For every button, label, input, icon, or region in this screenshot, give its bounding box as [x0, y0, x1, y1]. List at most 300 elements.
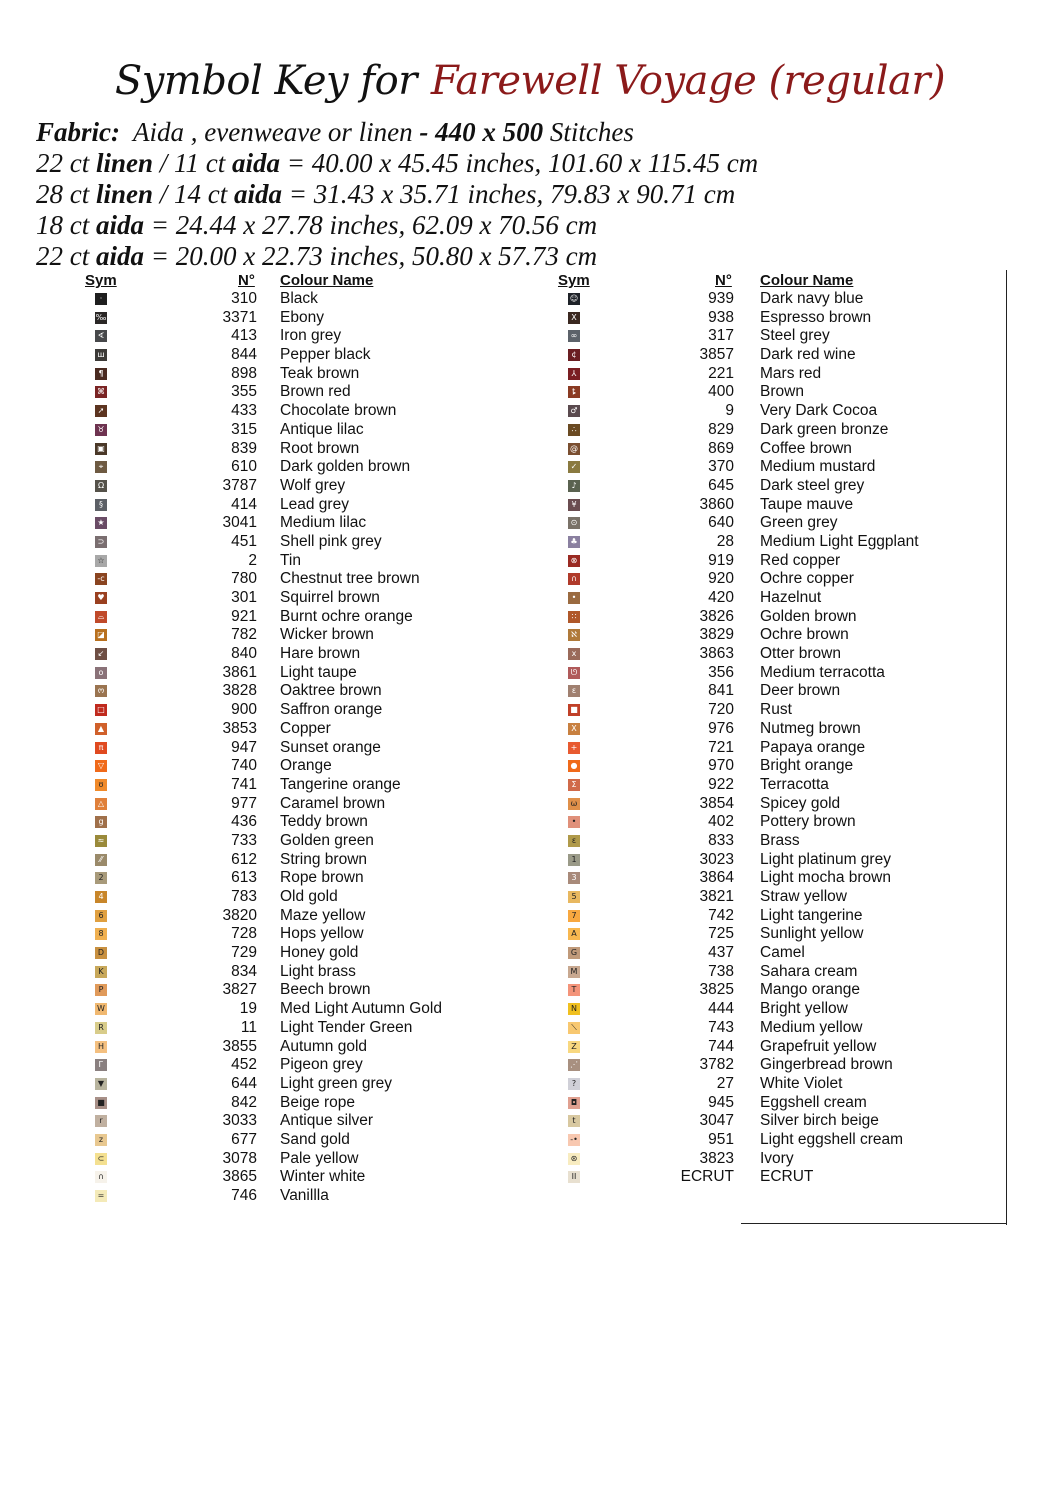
- dmc-number: 414: [231, 495, 257, 513]
- colour-name: Pottery brown: [760, 813, 856, 831]
- stitch-symbol-icon: ■: [568, 704, 580, 716]
- stitch-symbol-icon: Ω: [95, 480, 107, 492]
- dmc-number: 3865: [222, 1168, 257, 1186]
- colour-name: Dark golden brown: [280, 458, 411, 476]
- dmc-number: 3855: [222, 1037, 257, 1055]
- dmc-number: 3864: [699, 869, 734, 887]
- dmc-number: 644: [231, 1074, 257, 1092]
- stitch-symbol-icon: II: [568, 1171, 580, 1183]
- colour-name: Camel: [760, 944, 805, 962]
- dmc-number: 413: [231, 327, 257, 345]
- stitch-symbol-icon: H: [95, 1041, 107, 1053]
- stitch-symbol-icon: ➚: [95, 405, 107, 417]
- dmc-number: 19: [239, 1000, 257, 1018]
- colour-name: Teak brown: [280, 364, 360, 382]
- dmc-number: 744: [708, 1037, 734, 1055]
- colour-name: Iron grey: [280, 327, 342, 345]
- colour-name: Ochre copper: [760, 570, 854, 588]
- dmc-number: 840: [231, 645, 257, 663]
- stitch-symbol-icon: ⌘: [97, 387, 105, 397]
- colour-name: Light green grey: [280, 1074, 393, 1092]
- stitch-symbol-icon: W: [95, 1003, 107, 1015]
- stitch-symbol-icon: ⊂: [95, 1153, 107, 1165]
- fabric-line: [36, 117, 634, 148]
- colour-name: Deer brown: [760, 682, 841, 700]
- stitch-symbol-icon: G: [568, 947, 580, 959]
- stitch-symbol-icon: △: [95, 798, 107, 810]
- colour-name: Root brown: [280, 439, 360, 457]
- stitch-symbol-icon: ∴: [568, 424, 580, 436]
- colour-name: Oaktree brown: [280, 682, 382, 700]
- colour-name: Bright yellow: [760, 1000, 848, 1018]
- dmc-number: 834: [231, 962, 257, 980]
- stitch-symbol-icon: ⌓: [95, 611, 107, 623]
- stitch-symbol-icon: Z: [568, 1041, 580, 1053]
- colour-name-header: Colour Name: [280, 272, 374, 289]
- dmc-number: 728: [231, 925, 257, 943]
- dmc-number: 28: [716, 532, 734, 550]
- stitch-symbol-icon: ♣: [568, 536, 580, 548]
- dmc-number: 310: [231, 290, 257, 307]
- stitch-symbol-icon: ●: [568, 760, 580, 772]
- size-fabric: aida: [96, 241, 145, 271]
- size-dimensions: = 24.44 x 27.78 inches, 62.09 x 70.56 cm: [144, 210, 598, 240]
- dmc-number: 437: [708, 944, 734, 962]
- colour-name: Medium terracotta: [760, 663, 885, 681]
- stitch-symbol-icon: §: [95, 499, 107, 511]
- stitch-symbol-icon: o: [95, 667, 107, 679]
- dmc-number: 3371: [222, 308, 257, 326]
- size-dimensions: = 20.00 x 22.73 inches, 50.80 x 57.73 cm: [144, 241, 598, 271]
- dmc-number: 27: [716, 1074, 734, 1092]
- stitch-symbol-icon: 7: [568, 910, 580, 922]
- colour-name: Straw yellow: [760, 888, 847, 905]
- colour-name: Otter brown: [760, 645, 841, 663]
- stitch-symbol-icon: ▽: [95, 760, 107, 772]
- number-header: N°: [238, 272, 255, 289]
- colour-name: Pepper black: [280, 346, 371, 364]
- stitch-symbol-icon: X: [568, 312, 580, 324]
- size-dimensions: = 31.43 x 35.71 inches, 79.83 x 90.71 cm: [282, 179, 736, 209]
- colour-name: Copper: [280, 719, 331, 737]
- dmc-number: 783: [231, 888, 257, 905]
- stitch-symbol-icon: ∢: [95, 330, 107, 342]
- dmc-number: 221: [708, 364, 734, 382]
- dmc-number: 780: [231, 570, 257, 588]
- colour-name: Spicey gold: [760, 794, 841, 812]
- dmc-number: 898: [231, 364, 257, 382]
- colour-name: Papaya orange: [760, 738, 866, 756]
- stitch-symbol-icon: ≈: [95, 835, 107, 847]
- stitch-symbol-icon: x: [568, 648, 580, 660]
- dmc-number: 829: [708, 420, 734, 438]
- colour-name: Sunlight yellow: [760, 925, 864, 943]
- colour-name: Sunset orange: [280, 738, 381, 756]
- size-line: [36, 210, 597, 241]
- stitch-symbol-icon: 1: [568, 854, 580, 866]
- colour-name: Autumn gold: [280, 1037, 368, 1055]
- dmc-number: 640: [708, 514, 734, 532]
- dmc-number: 3047: [699, 1112, 734, 1130]
- dmc-number: 921: [231, 607, 257, 625]
- dmc-number: 3041: [222, 514, 257, 532]
- stitch-symbol-icon: Σ: [568, 779, 580, 791]
- colour-name: Light brass: [280, 962, 356, 980]
- dmc-number: 841: [708, 682, 734, 700]
- stitch-symbol-icon: ¢: [568, 349, 580, 361]
- stitch-symbol-icon: •: [568, 816, 580, 828]
- dmc-number: 945: [708, 1093, 734, 1111]
- dmc-number: 3829: [699, 626, 734, 644]
- sym-header: Sym: [85, 272, 117, 289]
- dmc-number: 451: [231, 532, 257, 550]
- dmc-number: 742: [708, 906, 734, 924]
- stitch-symbol-icon: ·: [95, 293, 107, 305]
- size-fabric: linen: [96, 179, 154, 209]
- dmc-number: 3857: [699, 346, 734, 364]
- colour-name: Rope brown: [280, 869, 364, 887]
- stitch-symbol-icon: ☆: [95, 555, 107, 567]
- dmc-number: 355: [231, 383, 257, 401]
- dmc-number: 740: [231, 757, 257, 775]
- colour-name: Wicker brown: [280, 626, 374, 644]
- stitch-symbol-icon: T: [568, 984, 580, 996]
- number-header: N°: [715, 272, 732, 289]
- dmc-number: 970: [708, 757, 734, 775]
- stitch-symbol-icon: D: [95, 947, 107, 959]
- stitch-symbol-icon: ω: [568, 798, 580, 810]
- dmc-number: 3023: [699, 850, 734, 868]
- stitch-count: 440 x 500: [435, 117, 544, 147]
- dmc-number: 315: [231, 420, 257, 438]
- colour-name: Vanillla: [280, 1187, 329, 1204]
- colour-name: Winter white: [280, 1168, 366, 1186]
- colour-name: Tin: [280, 551, 301, 569]
- stitch-symbol-icon: ო: [95, 685, 107, 697]
- colour-name: Wolf grey: [280, 476, 346, 494]
- colour-name: Taupe mauve: [760, 495, 854, 513]
- colour-name: Golden brown: [760, 607, 857, 625]
- colour-name: Light mocha brown: [760, 869, 891, 887]
- colour-name: Gingerbread brown: [760, 1056, 893, 1074]
- stitch-symbol-icon: ∩: [95, 1171, 107, 1183]
- stitch-symbol-icon: @: [570, 443, 578, 453]
- stitch-symbol-icon: ‰: [95, 312, 107, 322]
- colour-name: Dark navy blue: [760, 290, 864, 307]
- stitch-symbol-icon: P: [95, 984, 107, 996]
- stitch-symbol-icon: ш: [95, 349, 107, 361]
- size-line: [36, 179, 735, 210]
- dmc-number: 370: [708, 458, 734, 476]
- stitch-symbol-icon: ⊗: [568, 555, 580, 567]
- stitch-symbol-icon: r: [95, 1115, 107, 1127]
- dmc-number: 677: [231, 1130, 257, 1148]
- dmc-number: 725: [708, 925, 734, 943]
- stitch-symbol-icon: 4: [95, 891, 107, 903]
- document-title: [0, 58, 1060, 104]
- stitch-symbol-icon: +: [568, 742, 580, 754]
- stitch-symbol-icon: ⅄: [568, 368, 580, 380]
- colour-name: Grapefruit yellow: [760, 1037, 877, 1055]
- dmc-number: 356: [708, 663, 734, 681]
- colour-name: Medium mustard: [760, 458, 876, 476]
- dmc-number: 3828: [222, 682, 257, 700]
- stitch-suffix: Stitches: [543, 117, 634, 147]
- colour-name: White Violet: [760, 1074, 843, 1092]
- colour-name: Mango orange: [760, 981, 860, 999]
- colour-name: Steel grey: [760, 327, 830, 345]
- colour-name: Ivory: [760, 1149, 794, 1167]
- size-count: 18 ct: [36, 210, 96, 240]
- fabric-dash: -: [412, 117, 436, 147]
- stitch-symbol-icon: ¶: [95, 368, 107, 380]
- stitch-symbol-icon: ⊃: [95, 536, 107, 548]
- colour-name: Dark steel grey: [760, 476, 865, 494]
- dmc-number: 452: [231, 1056, 257, 1074]
- dmc-number: 3821: [699, 888, 734, 905]
- colour-name: ECRUT: [760, 1168, 814, 1186]
- stitch-symbol-icon: Г: [95, 1059, 107, 1071]
- stitch-symbol-icon: ⊙: [568, 517, 580, 529]
- table-border-right: [1006, 270, 1007, 1225]
- colour-name: Golden green: [280, 831, 374, 849]
- dmc-number: 3820: [222, 906, 257, 924]
- dmc-number: 400: [708, 383, 734, 401]
- stitch-symbol-icon: =: [95, 1190, 107, 1202]
- stitch-symbol-icon: ▲: [95, 723, 107, 735]
- stitch-symbol-icon: ⁄⁄: [95, 854, 107, 866]
- colour-name: Squirrel brown: [280, 589, 380, 606]
- stitch-symbol-icon: ◪: [95, 629, 107, 641]
- colour-name: String brown: [280, 850, 368, 868]
- stitch-symbol-icon: ∩: [568, 573, 580, 585]
- dmc-number: 743: [708, 1018, 734, 1036]
- size-fabric-2: aida: [232, 148, 281, 178]
- stitch-symbol-icon: ☺: [569, 294, 579, 303]
- dmc-number: 613: [231, 869, 257, 887]
- colour-name: Hazelnut: [760, 589, 822, 606]
- stitch-symbol-icon: g: [95, 816, 107, 828]
- stitch-symbol-icon: ↙: [95, 648, 107, 660]
- size-fabric: aida: [96, 210, 145, 240]
- size-fabric-2: aida: [234, 179, 283, 209]
- colour-name: Pigeon grey: [280, 1056, 363, 1074]
- stitch-symbol-icon: M: [568, 966, 580, 978]
- size-count: 22 ct: [36, 148, 96, 178]
- dmc-number: 3827: [222, 981, 257, 999]
- stitch-symbol-icon: π: [95, 742, 107, 754]
- dmc-number: 9: [725, 402, 734, 420]
- colour-name: Rust: [760, 701, 792, 719]
- stitch-symbol-icon: K: [95, 966, 107, 978]
- stitch-symbol-icon: ȶ: [568, 386, 580, 398]
- stitch-symbol-icon: t: [568, 1115, 580, 1127]
- dmc-number: 947: [231, 738, 257, 756]
- stitch-symbol-icon: ✓: [568, 461, 580, 473]
- stitch-symbol-icon: ▼: [95, 1078, 107, 1090]
- dmc-number: 444: [708, 1000, 734, 1018]
- colour-name: Hare brown: [280, 645, 361, 663]
- stitch-symbol-icon: ⟍: [568, 1022, 580, 1034]
- dmc-number: 420: [708, 589, 734, 606]
- colour-name: Silver birch beige: [760, 1112, 879, 1130]
- colour-name: Brown red: [280, 383, 351, 401]
- stitch-symbol-icon: ▣: [95, 443, 107, 455]
- colour-name: Med Light Autumn Gold: [280, 1000, 442, 1018]
- dmc-number: 3787: [222, 476, 257, 494]
- colour-name: Ebony: [280, 308, 324, 326]
- colour-name: Shell pink grey: [280, 532, 382, 550]
- dmc-number: 3823: [699, 1149, 734, 1167]
- dmc-number: 3033: [222, 1112, 257, 1130]
- stitch-symbol-icon: 2: [95, 872, 107, 884]
- stitch-symbol-icon: N: [568, 1003, 580, 1015]
- dmc-number: 3854: [699, 794, 734, 812]
- stitch-symbol-icon: z: [95, 1134, 107, 1146]
- dmc-number: 645: [708, 476, 734, 494]
- colour-name: Light platinum grey: [760, 850, 891, 868]
- dmc-number: 738: [708, 962, 734, 980]
- colour-name: Light Tender Green: [280, 1018, 413, 1036]
- size-count: 22 ct: [36, 241, 96, 271]
- colour-name: Medium lilac: [280, 514, 367, 532]
- dmc-number: 402: [708, 813, 734, 831]
- size-count-2: / 14 ct: [153, 179, 235, 209]
- stitch-symbol-icon: -c: [95, 573, 107, 585]
- colour-name: Bright orange: [760, 757, 854, 775]
- colour-name: Beige rope: [280, 1093, 355, 1111]
- colour-name: Mars red: [760, 364, 822, 382]
- size-fabric: linen: [96, 148, 154, 178]
- dmc-number: 3860: [699, 495, 734, 513]
- stitch-symbol-icon: ¥: [568, 499, 580, 511]
- stitch-symbol-icon: ★: [95, 517, 107, 529]
- stitch-symbol-icon: ʊ: [95, 779, 107, 791]
- dmc-number: 951: [708, 1130, 734, 1148]
- stitch-symbol-icon: ⌖: [95, 461, 107, 473]
- dmc-number: 301: [231, 589, 257, 606]
- dmc-number: 11: [240, 1018, 257, 1036]
- colour-name: Orange: [280, 757, 332, 775]
- colour-name: Medium yellow: [760, 1018, 863, 1036]
- dmc-number: 3863: [699, 645, 734, 663]
- dmc-number: 922: [708, 775, 734, 793]
- stitch-symbol-icon: ■: [95, 1097, 107, 1109]
- colour-name-header: Colour Name: [760, 272, 854, 289]
- colour-name: Chocolate brown: [280, 402, 397, 420]
- stitch-symbol-icon: ɛ: [568, 835, 580, 847]
- title-prefix: Symbol Key for: [114, 58, 417, 104]
- dmc-number: 612: [231, 850, 257, 868]
- stitch-symbol-icon: 6: [95, 910, 107, 922]
- dmc-number: 433: [231, 402, 257, 420]
- size-count-2: / 11 ct: [153, 148, 233, 178]
- dmc-number: 977: [231, 794, 257, 812]
- dmc-number: ECRUT: [680, 1168, 734, 1186]
- colour-name: Saffron orange: [280, 701, 383, 719]
- colour-name: Brass: [760, 831, 800, 849]
- dmc-number: 741: [231, 775, 257, 793]
- stitch-symbol-icon: R: [95, 1022, 107, 1034]
- pattern-name: Farewell Voyage (regular): [430, 58, 946, 104]
- stitch-symbol-icon: 5: [568, 891, 580, 903]
- stitch-symbol-icon: ⊛: [568, 1153, 580, 1165]
- stitch-symbol-icon: 8: [95, 928, 107, 940]
- dmc-number: 842: [231, 1093, 257, 1111]
- fabric-label: Fabric:: [36, 117, 120, 147]
- colour-name: Hops yellow: [280, 925, 364, 943]
- colour-name: Old gold: [280, 888, 338, 905]
- dmc-number: 436: [231, 813, 257, 831]
- dmc-number: 2: [248, 551, 257, 569]
- stitch-symbol-icon: ◘: [568, 1097, 580, 1109]
- colour-name: Sahara cream: [760, 962, 858, 980]
- dmc-number: 721: [708, 738, 734, 756]
- stitch-symbol-icon: ♉: [95, 424, 107, 436]
- colour-name: Nutmeg brown: [760, 719, 861, 737]
- colour-name: Terracotta: [760, 775, 829, 793]
- colour-name: Black: [280, 290, 318, 307]
- dmc-number: 3078: [222, 1149, 257, 1167]
- dmc-number: 3826: [699, 607, 734, 625]
- dmc-number: 869: [708, 439, 734, 457]
- colour-name: Lead grey: [280, 495, 349, 513]
- colour-name: Honey gold: [280, 944, 359, 962]
- stitch-symbol-icon: ♥: [95, 592, 107, 604]
- stitch-symbol-icon: •: [568, 592, 580, 604]
- colour-name: Light taupe: [280, 663, 357, 681]
- dmc-number: 919: [708, 551, 734, 569]
- colour-name: Teddy brown: [280, 813, 368, 831]
- colour-name: Coffee brown: [760, 439, 852, 457]
- sym-header: Sym: [558, 272, 590, 289]
- colour-name: Pale yellow: [280, 1149, 359, 1167]
- size-line: [36, 241, 597, 272]
- stitch-symbol-icon: -•: [568, 1134, 580, 1146]
- colour-name: Dark green bronze: [760, 420, 889, 438]
- dmc-number: 720: [708, 701, 734, 719]
- stitch-symbol-icon: ∞: [568, 330, 580, 342]
- colour-name: Espresso brown: [760, 308, 872, 326]
- stitch-symbol-icon: ∷: [568, 611, 580, 623]
- colour-name: Tangerine orange: [280, 775, 401, 793]
- dmc-number: 844: [231, 346, 257, 364]
- size-count: 28 ct: [36, 179, 96, 209]
- dmc-number: 938: [708, 308, 734, 326]
- fabric-types: Aida , evenweave or linen: [133, 117, 413, 147]
- dmc-number: 833: [708, 831, 734, 849]
- stitch-symbol-icon: X: [568, 723, 580, 735]
- stitch-symbol-icon: ?: [568, 1078, 580, 1090]
- dmc-number: 746: [231, 1187, 257, 1204]
- colour-name: Red copper: [760, 551, 841, 569]
- dmc-number: 3853: [222, 719, 257, 737]
- dmc-number: 3825: [699, 981, 734, 999]
- dmc-number: 610: [231, 458, 257, 476]
- stitch-symbol-icon: ♪: [568, 480, 580, 492]
- dmc-number: 782: [231, 626, 257, 644]
- stitch-symbol-icon: ℵ: [568, 629, 580, 641]
- colour-name: Green grey: [760, 514, 838, 532]
- dmc-number: 976: [708, 719, 734, 737]
- colour-name: Burnt ochre orange: [280, 607, 413, 625]
- dmc-number: 317: [708, 327, 734, 345]
- colour-name: Very Dark Cocoa: [760, 402, 878, 420]
- colour-name: Light tangerine: [760, 906, 863, 924]
- colour-name: Chestnut tree brown: [280, 570, 420, 588]
- stitch-symbol-icon: A: [568, 928, 580, 940]
- colour-name: Light eggshell cream: [760, 1130, 904, 1148]
